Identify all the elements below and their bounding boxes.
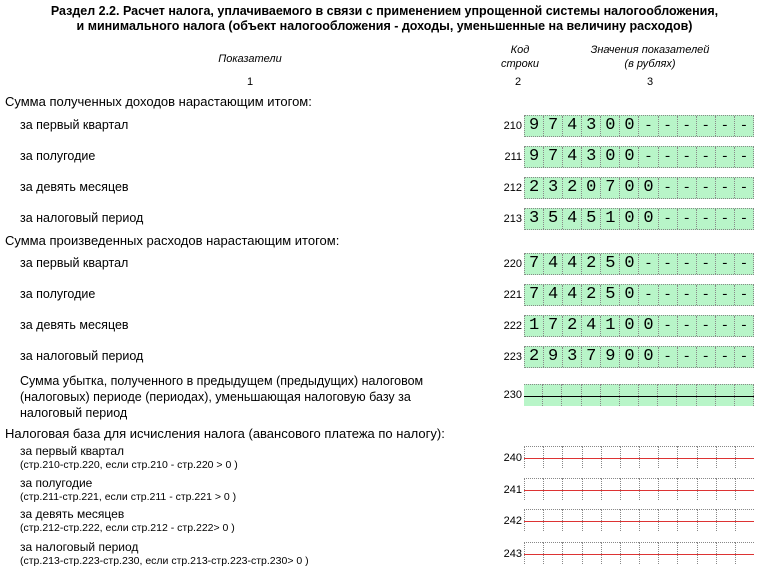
expense-value-221[interactable] [524,284,754,306]
digit-cell: - [716,285,735,305]
tax-base-value-242[interactable] [524,509,754,531]
digit-cell: 2 [563,316,582,336]
digit-cell: - [678,178,697,198]
digit-cell: 4 [544,285,563,305]
line-code-211: 211 [504,151,522,163]
digit-cell: 3 [582,116,601,136]
digit-cell: - [659,285,678,305]
digit-cell: 1 [601,209,620,229]
digit-cell: 0 [639,209,658,229]
digit-cell: - [678,254,697,274]
line-code-230: 230 [503,389,522,401]
line-code-213: 213 [503,213,522,225]
digit-cell: 0 [620,116,639,136]
digit-cell: - [639,116,658,136]
line-code-212: 212 [503,182,522,194]
digit-cell: - [697,116,716,136]
digit-cell: - [659,209,678,229]
digit-cell: - [739,118,749,134]
tax-base-row-formula: (стр.210-стр.220, если стр.210 - стр.220 > 0 ) [20,459,238,471]
digit-cell: 9 [525,116,544,136]
digit-cell: 1 [601,316,620,336]
digit-cell: 0 [620,285,639,305]
digit-cell: - [697,254,716,274]
digit-cell: 1 [525,316,544,336]
tax-base-row-label: за полугодие [20,476,93,490]
line-code-241: 241 [503,484,522,496]
tax-base-row-label: за налоговый период [20,540,139,554]
digit-cell: 5 [544,209,563,229]
digit-cell: 2 [582,285,601,305]
digit-cell: 0 [601,116,620,136]
tax-base-value-240[interactable] [524,446,754,468]
line-code-221: 221 [503,289,522,301]
digit-cell: 4 [563,209,582,229]
expense-section-heading: Сумма произведенных расходов нарастающим итогом: [5,233,340,248]
income-value-213[interactable] [524,208,754,230]
digit-cell: - [659,147,678,167]
digit-cell: - [697,147,716,167]
digit-cell: 3 [563,347,582,367]
digit-cell: 0 [582,178,601,198]
section-title-line1: Раздел 2.2. Расчет налога, уплачиваемого в связи с применением упрощенной системы налогообложения, [50,4,719,18]
digit-cell: - [678,316,697,336]
digit-cell: - [639,254,658,274]
income-value-210[interactable] [524,115,754,137]
digit-cell: 7 [544,116,563,136]
expense-value-223[interactable] [524,346,754,368]
expense-row-label: за налоговый период [20,349,144,363]
digit-cell: 0 [620,254,639,274]
digit-cell: - [716,316,735,336]
line-code-210: 210 [503,120,522,132]
digit-cell: 7 [525,254,544,274]
digit-cell: - [659,254,678,274]
digit-cell: 7 [544,316,563,336]
digit-cell: 2 [563,178,582,198]
digit-cell: - [739,149,749,165]
digit-cell: - [716,254,735,274]
digit-cell: 9 [544,347,563,367]
digit-cell: - [739,287,749,303]
line-code-242: 242 [503,515,522,527]
digit-cell: 0 [639,178,658,198]
tax-base-row-label: за первый квартал [20,444,125,458]
expense-row-label: за девять месяцев [20,318,129,332]
tax-base-section-heading: Налоговая база для исчисления налога (авансового платежа по налогу): [5,426,445,441]
line-code-222: 222 [503,320,522,332]
digit-cell: 0 [639,347,658,367]
digit-cell: 3 [544,178,563,198]
digit-cell: 9 [525,147,544,167]
income-row-label: за налоговый период [20,211,144,225]
income-value-211[interactable] [524,146,754,168]
digit-cell: - [697,178,716,198]
income-row-label: за первый квартал [20,118,129,132]
expense-value-222[interactable] [524,315,754,337]
digit-cell: - [716,147,735,167]
tax-base-value-241[interactable] [524,478,754,500]
digit-cell: 4 [582,316,601,336]
digit-cell: - [697,347,716,367]
digit-cell: 7 [601,178,620,198]
digit-cell: 2 [582,254,601,274]
digit-cell: - [659,347,678,367]
line-code-240: 240 [503,452,522,464]
income-row-label: за полугодие [20,149,96,163]
loss-value-field[interactable] [524,384,754,406]
digit-cell: - [716,116,735,136]
digit-cell: 2 [525,178,544,198]
digit-cell: 0 [620,147,639,167]
digit-cell: 7 [582,347,601,367]
digit-cell: - [659,116,678,136]
loss-row-label-line2: (налоговых) периоде (периодах), уменьшающая налоговую базу за [20,390,411,404]
line-code-220: 220 [503,258,522,270]
digit-cell: - [716,209,735,229]
header-code-line2: строки [500,58,540,70]
tax-base-row-formula: (стр.213-стр.223-стр.230, если стр.213-стр.223-стр.230> 0 ) [20,555,309,567]
expense-row-label: за первый квартал [20,256,129,270]
digit-cell: - [739,318,749,334]
line-code-223: 223 [503,351,522,363]
digit-cell: - [678,116,697,136]
loss-row-label-line3: налоговый период [20,406,128,420]
digit-cell: - [739,256,749,272]
digit-cell: - [739,349,749,365]
line-code-243: 243 [503,548,522,560]
header-indicators: Показатели [218,53,282,65]
tax-base-row-formula: (стр.212-стр.222, если стр.212 - стр.222> 0 ) [20,522,235,534]
digit-cell: 4 [563,147,582,167]
loss-row-label [20,373,423,421]
digit-cell: 0 [601,147,620,167]
tax-base-row-formula: (стр.211-стр.221, если стр.211 - стр.221 > 0 ) [20,491,237,503]
digit-cell: - [678,147,697,167]
tax-base-row-label: за девять месяцев [20,507,125,521]
digit-cell: - [639,285,658,305]
digit-cell: 5 [601,254,620,274]
income-value-212[interactable] [524,177,754,199]
header-code-line1: Код [510,44,530,56]
tax-base-value-243[interactable] [524,542,754,564]
digit-cell: 9 [601,347,620,367]
digit-cell: - [697,285,716,305]
digit-cell: - [716,178,735,198]
digit-cell: - [739,211,749,227]
column-number-1: 1 [246,76,254,88]
column-number-3: 3 [646,76,654,88]
digit-cell: - [659,178,678,198]
digit-cell: - [697,316,716,336]
digit-cell: 2 [525,347,544,367]
digit-cell: 7 [544,147,563,167]
digit-cell: 4 [563,116,582,136]
digit-cell: 0 [620,316,639,336]
expense-row-label: за полугодие [20,287,96,301]
column-number-2: 2 [514,76,522,88]
digit-cell: 4 [563,254,582,274]
digit-cell: - [739,180,749,196]
digit-cell: 5 [601,285,620,305]
digit-cell: 0 [620,209,639,229]
digit-cell: 5 [582,209,601,229]
digit-cell: - [659,316,678,336]
digit-cell: 0 [639,316,658,336]
income-row-label: за девять месяцев [20,180,129,194]
digit-cell: - [716,347,735,367]
digit-cell: 0 [620,347,639,367]
loss-row-label-line1: Сумма убытка, полученного в предыдущем (предыдущих) налоговом [20,374,424,388]
digit-cell: 4 [563,285,582,305]
digit-cell: - [678,285,697,305]
section-title-line2: и минимального налога (объект налогообложения - доходы, уменьшенные на величину расходов) [76,19,693,33]
digit-cell: 0 [620,178,639,198]
digit-cell: 7 [525,285,544,305]
digit-cell: - [678,209,697,229]
header-values-line1: Значения показателей [590,44,710,56]
digit-cell: - [639,147,658,167]
digit-cell: 4 [544,254,563,274]
expense-value-220[interactable] [524,253,754,275]
digit-cell: 3 [582,147,601,167]
header-values-line2: (в рублях) [624,58,676,70]
digit-cell: - [697,209,716,229]
digit-cell: - [678,347,697,367]
income-section-heading: Сумма полученных доходов нарастающим итогом: [5,94,312,109]
digit-cell: 3 [525,209,544,229]
